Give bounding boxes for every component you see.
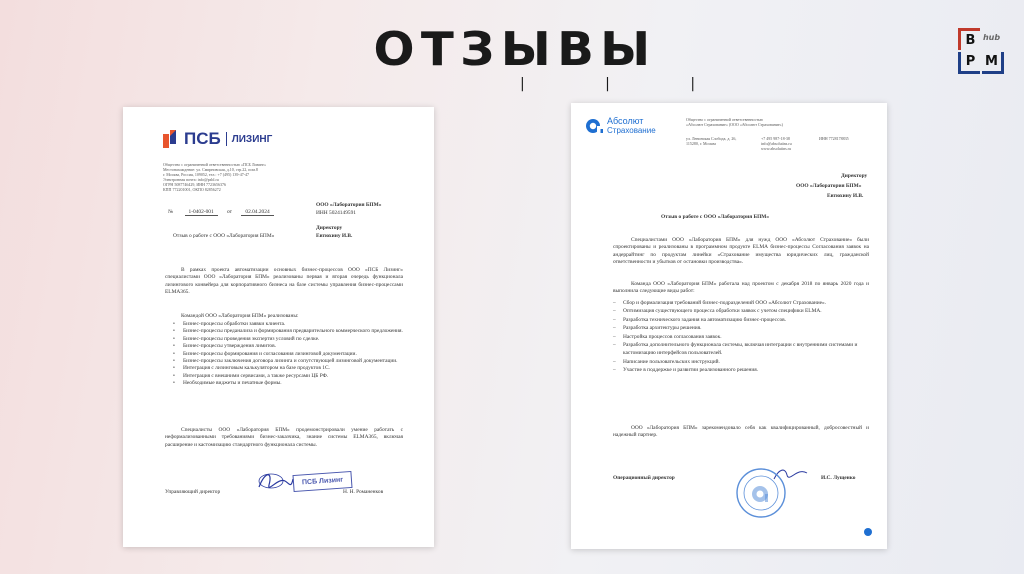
list-item: – Оптимизация существующего процесса обработки заявок с учетом специфики ELMA. [613, 307, 869, 315]
psb-recipient-inn: ИНН 5024149591 [316, 210, 356, 216]
absolut-brand-line1: Абсолют [607, 116, 644, 126]
list-item: • Интеграция с лизинговым калькулятором на базе продуктов 1С. [173, 365, 405, 372]
absolut-dot-icon [863, 527, 873, 537]
slide-title: ОТЗЫВЫ [373, 22, 657, 76]
list-item: – Участие в поддержке и развитии реализованного решения. [613, 366, 869, 374]
absolut-recipient-org: ООО «Лаборатория БПМ» [796, 183, 862, 189]
psb-ref-line [168, 209, 274, 216]
bpm-hub-logo[interactable] [958, 28, 1002, 72]
ref-date-label: от [227, 209, 233, 215]
ref-no-label: № [168, 209, 174, 215]
psb-para2: Специалисты ООО «Лаборатория БПМ» продемонстрировали умение работать с неформализованными требованиями бизнес-заказчика, знание системы ELMA365, включая расширение и кастомизацию стандартного функционала системы. [165, 427, 403, 448]
psb-recipient-name: Евтюхину И.В. [316, 233, 353, 239]
absolut-company-info: Общество с ограниченной ответственностью «Абсолют Страхование» (ООО «Абсолют Страхование») [686, 117, 783, 127]
list-item: – Разработка архитектуры решения. [613, 324, 869, 332]
list-item: • Бизнес-процессы преданализа и формирования предварительного коммерческого предложения. [173, 328, 405, 335]
psb-signer-title: Управляющий директор [165, 489, 221, 495]
psb-signature-icon [255, 467, 295, 497]
list-item: • Бизнес-процессы формирования и согласования лизинговой документации. [173, 351, 405, 358]
list-item: • Интеграция с внешними сервисами, а также ресурсами ЦБ РФ. [173, 373, 405, 380]
psb-leasing-letter[interactable] [123, 107, 434, 547]
logo-letter-m: М [982, 52, 1004, 74]
psb-subject: Отзыв о работе с ООО «Лаборатория БПМ» [173, 233, 275, 239]
absolut-signer-title: Операционный директор [613, 475, 675, 481]
absolut-stamp-icon [735, 467, 787, 519]
absolut-brand-line2: Страхование [607, 126, 656, 135]
logo-letter-v: В [958, 28, 980, 50]
list-item: • Бизнес-процессы обработки заявки клиента. [173, 321, 405, 328]
psb-logo [163, 129, 272, 149]
absolut-contacts: +7 495 987-18-38 info@absolutins.ru www.absolutins.ru [761, 136, 792, 151]
absolut-logo [585, 117, 656, 135]
logo-letter-r: Р [958, 52, 980, 74]
psb-list-intro: Командой ООО «Лаборатория БПМ» реализованы: [181, 313, 299, 319]
absolut-recipient-name: Евтюхину И.В. [827, 193, 864, 199]
slide-subtitle: | | | [520, 76, 734, 92]
list-item: – Написание пользовательских инструкций. [613, 358, 869, 366]
list-item: – Сбор и формализация требований бизнес-подразделений ООО «Абсолют Страхование». [613, 299, 869, 307]
absolut-logo-icon [585, 117, 603, 135]
list-item: – Разработка технического задания на автоматизацию бизнес-процессов. [613, 316, 869, 324]
psb-recipient-title: Директору [316, 225, 343, 231]
psb-company-info: Общество с ограниченной ответственностью «ПСБ Лизинг» Местонахождение: ул. Смирновская, д.10, стр.22, пом.8 г. Москва, Россия, 109052, тел.: +7 (495) 139-47-47 Электронная почта: info@psbl.ru ОГРН 5087746429, ИНН 7723656376 КПП 772201001, ОКПО 82856272 [163, 162, 267, 192]
absolut-signer-name: И.С. Лущенко [821, 475, 856, 481]
absolut-ogrn: ИНН 7728178835 [819, 136, 849, 141]
list-item: • Необходимые виджеты и печатные формы. [173, 380, 405, 387]
psb-items-list [173, 321, 405, 388]
psb-para1: В рамках проекта автоматизации основных бизнес-процессов ООО «ПСБ Лизинг» специалистами ООО «Лаборатория БПМ» реализованы первая и вторая очередь функционала лизингового конвейера для корпоративного бизнеса на базе системы управления бизнес-процессами ELMA365. [165, 267, 403, 296]
absolut-subject: Отзыв о работе с ООО «Лаборатория БПМ» [661, 214, 770, 220]
list-item: • Бизнес-процессы проведения экспертиз условий по сделке. [173, 336, 405, 343]
ref-date: 02.04.2024 [241, 209, 273, 216]
list-item: • Бизнес-процессы утверждения лимитов. [173, 343, 405, 350]
psb-brand-suffix: ЛИЗИНГ [231, 133, 273, 145]
list-item: – Разработка дополнительного функционала системы, включая интеграции с внутренними системами и кастомизацию интерфейсов пользователей. [613, 341, 869, 358]
absolut-recipient-title: Директору [841, 173, 868, 179]
absolut-insurance-letter[interactable] [571, 103, 887, 549]
psb-stamp: ПСБ Лизинг [292, 471, 352, 492]
ref-no: 1-0402-001 [185, 209, 218, 216]
absolut-items-list [613, 299, 869, 375]
absolut-para2: Команда ООО «Лаборатория БПМ» работала над проектом с декабря 2018 по январь 2020 года и выполнила следующие виды работ: [613, 281, 869, 295]
psb-brand: ПСБ [184, 129, 221, 148]
list-item: • Бизнес-процессы заключения договора лизинга и сопутствующей лизинговой документации. [173, 358, 405, 365]
absolut-para3: ООО «Лаборатория БПМ» зарекомендовало себя как квалифицированный, добросовестный и надежный партнер. [613, 425, 869, 439]
absolut-para1: Специалистами ООО «Лаборатория БПМ» для нужд ООО «Абсолют Страхование» были спроектированы и реализованы в программном продукте ELMA бизнес-процессы Согласования заявок на андеррайтинг по продуктам линейки «Страхование имущества юридических лиц, гражданской ответственности и убытков от остановки производства». [613, 237, 869, 266]
psb-signer-name: Н. Н. Романенков [343, 489, 384, 495]
absolut-address: ул. Ленинская Слобода, д. 26, 115280, г. Москва [686, 136, 737, 146]
logo-letter-hub: hub [982, 33, 1001, 42]
list-item: – Настройка процессов согласования заявок. [613, 333, 869, 341]
psb-recipient-org: ООО «Лаборатория БПМ» [316, 202, 382, 208]
psb-logo-icon [163, 130, 181, 148]
